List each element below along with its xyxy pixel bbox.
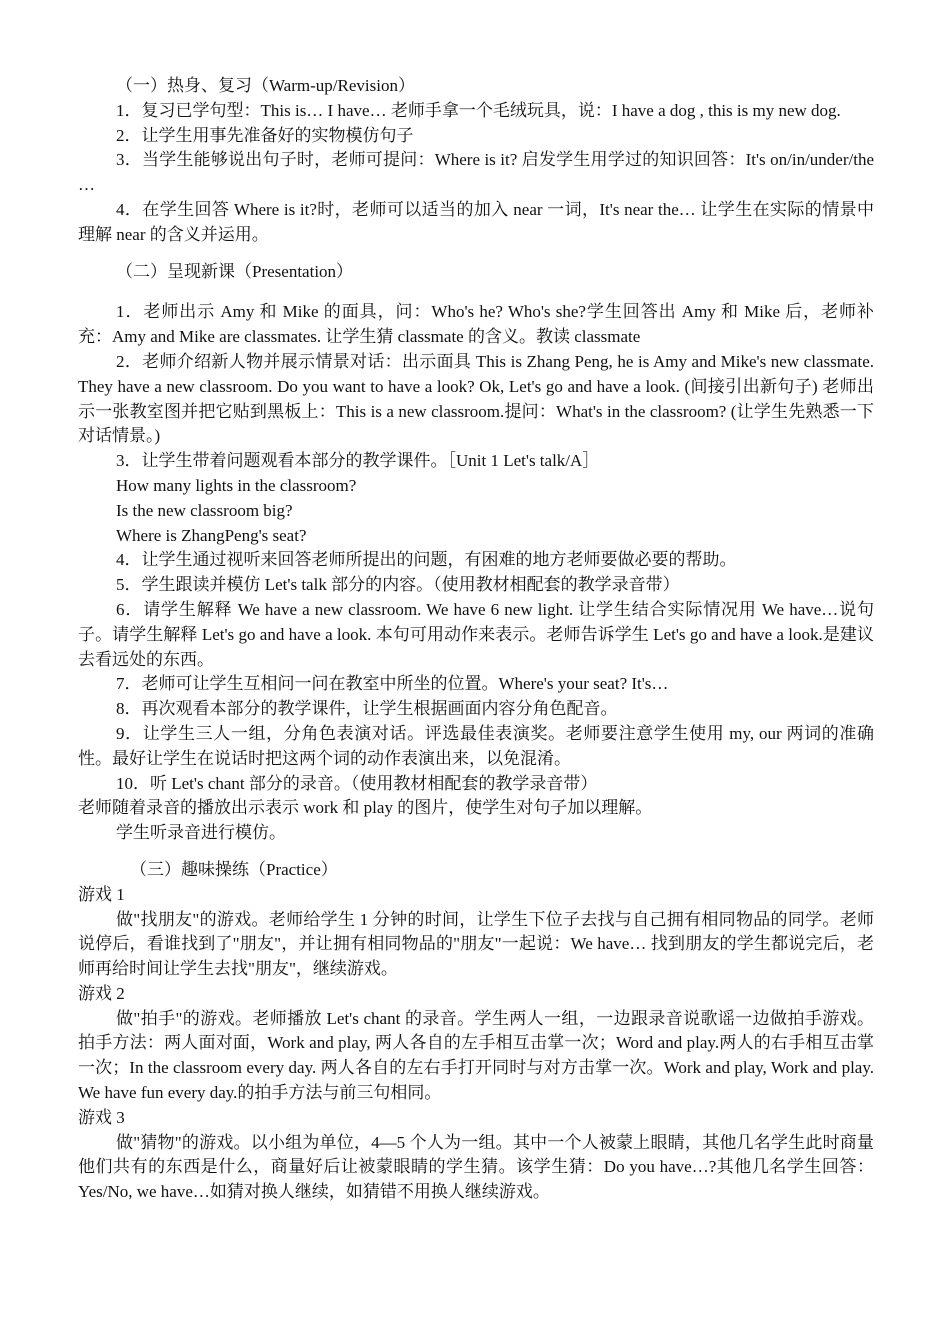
section-1-item-4: 4．在学生回答 Where is it?时，老师可以适当的加入 near 一词，It's near the… 让学生在实际的情景中理解 near 的含义并运用。 [78, 199, 874, 244]
section-1-title: （一）热身、复习（Warm-up/Revision） [116, 76, 415, 95]
section-2-note: 老师随着录音的播放出示表示 work 和 play 的图片，使学生对句子加以理解。 [78, 798, 653, 818]
game-3-label: 游戏 3 [78, 1107, 125, 1127]
section-2-item-7: 7．老师可让学生互相问一问在教室中所坐的位置。Where's your seat? It's… [116, 674, 669, 694]
section-2-item-8: 8．再次观看本部分的教学课件，让学生根据画面内容分角色配音。 [116, 699, 618, 719]
section-2-item-6: 6．请学生解释 We have a new classroom. We have 6 new light. 让学生结合实际情况用 We have…说句子。请学生解释 Let's go and have a look. 本句可用动作来表示。老师告诉学生 Let's go and have a look.是建议去看远处的东西。 [78, 599, 874, 669]
game-3-text: 做"猜物"的游戏。以小组为单位，4—5 个人为一组。其中一个人被蒙上眼睛，其他几名学生此时商量他们共有的东西是什么，商量好后让被蒙眼睛的学生猜。该学生猜：Do you have…?其他几名学生回答：Yes/No, we have…如猜对换人继续，如猜错不用换人继续游戏。 [78, 1132, 874, 1202]
section-2-item-2: 2．老师介绍新人物并展示情景对话：出示面具 This is Zhang Peng, he is Amy and Mike's new classmate. They have a new classroom. Do you want to have a look? Ok, Let's go and have a look. (间接引出新句子) 老师出示一张教室图并把它贴到黑板上：This is a new classroom.提问：What's in the classroom? (让学生先熟悉一下对话情景。) [78, 351, 874, 446]
section-1-item-1: 1．复习已学句型：This is… I have… 老师手拿一个毛绒玩具，说：I have a dog , this is my new dog. [116, 100, 841, 120]
question-1: How many lights in the classroom? [116, 475, 357, 495]
section-1-item-2: 2．让学生用事先准备好的实物模仿句子 [116, 125, 414, 145]
game-1-label: 游戏 1 [78, 884, 125, 904]
section-2-item-3: 3．让学生带着问题观看本部分的教学课件。［Unit 1 Let's talk/A］ [116, 451, 600, 471]
section-2-item-9: 9．让学生三人一组，分角色表演对话。评选最佳表演奖。老师要注意学生使用 my, our 两词的准确性。最好让学生在说话时把这两个词的动作表演出来，以免混淆。 [78, 723, 874, 768]
document-page [78, 74, 874, 1205]
game-2-text: 做"拍手"的游戏。老师播放 Let's chant 的录音。学生两人一组，一边跟录音说歌谣一边做拍手游戏。拍手方法：两人面对面，Work and play, 两人各自的左手相互击掌一次；Word and play.两人的右手相互击掌一次；In the classroom every day. 两人各自的左右手打开同时与对方击掌一次。Work and play, Work and play. We have fun every day.的拍手方法与前三句相同。 [78, 1008, 874, 1103]
spacer [78, 248, 874, 260]
section-2-item-1: 1．老师出示 Amy 和 Mike 的面具，问：Who's he? Who's she?学生回答出 Amy 和 Mike 后，老师补充：Amy and Mike are classmates. 让学生猜 classmate 的含义。教读 classmate [78, 302, 874, 347]
game-2-label: 游戏 2 [78, 983, 125, 1003]
spacer [78, 846, 874, 858]
section-2-item-5: 5．学生跟读并模仿 Let's talk 部分的内容。（使用教材相配套的教学录音带） [116, 575, 680, 595]
section-2-title: （二）呈现新课（Presentation） [116, 261, 354, 281]
section-2-item-4: 4．让学生通过视听来回答老师所提出的问题，有困难的地方老师要做必要的帮助。 [116, 550, 737, 570]
section-2-last-line: 学生听录音进行模仿。 [116, 823, 286, 843]
question-2: Is the new classroom big? [116, 500, 293, 520]
game-1-text: 做"找朋友"的游戏。老师给学生 1 分钟的时间，让学生下位子去找与自己拥有相同物品的同学。老师说停后，看谁找到了"朋友"，并让拥有相同物品的"朋友"一起说：We have… 找到朋友的学生都说完后，老师再给时间让学生去找"朋友"，继续游戏。 [78, 909, 874, 979]
section-3-title: （三）趣味操练（Practice） [130, 859, 338, 879]
spacer [78, 284, 874, 300]
question-3: Where is ZhangPeng's seat? [116, 525, 307, 545]
section-1-item-3: 3．当学生能够说出句子时，老师可提问：Where is it? 启发学生用学过的知识回答：It's on/in/under/the … [78, 150, 874, 195]
section-2-item-10: 10．听 Let's chant 部分的录音。（使用教材相配套的教学录音带） [116, 773, 598, 793]
